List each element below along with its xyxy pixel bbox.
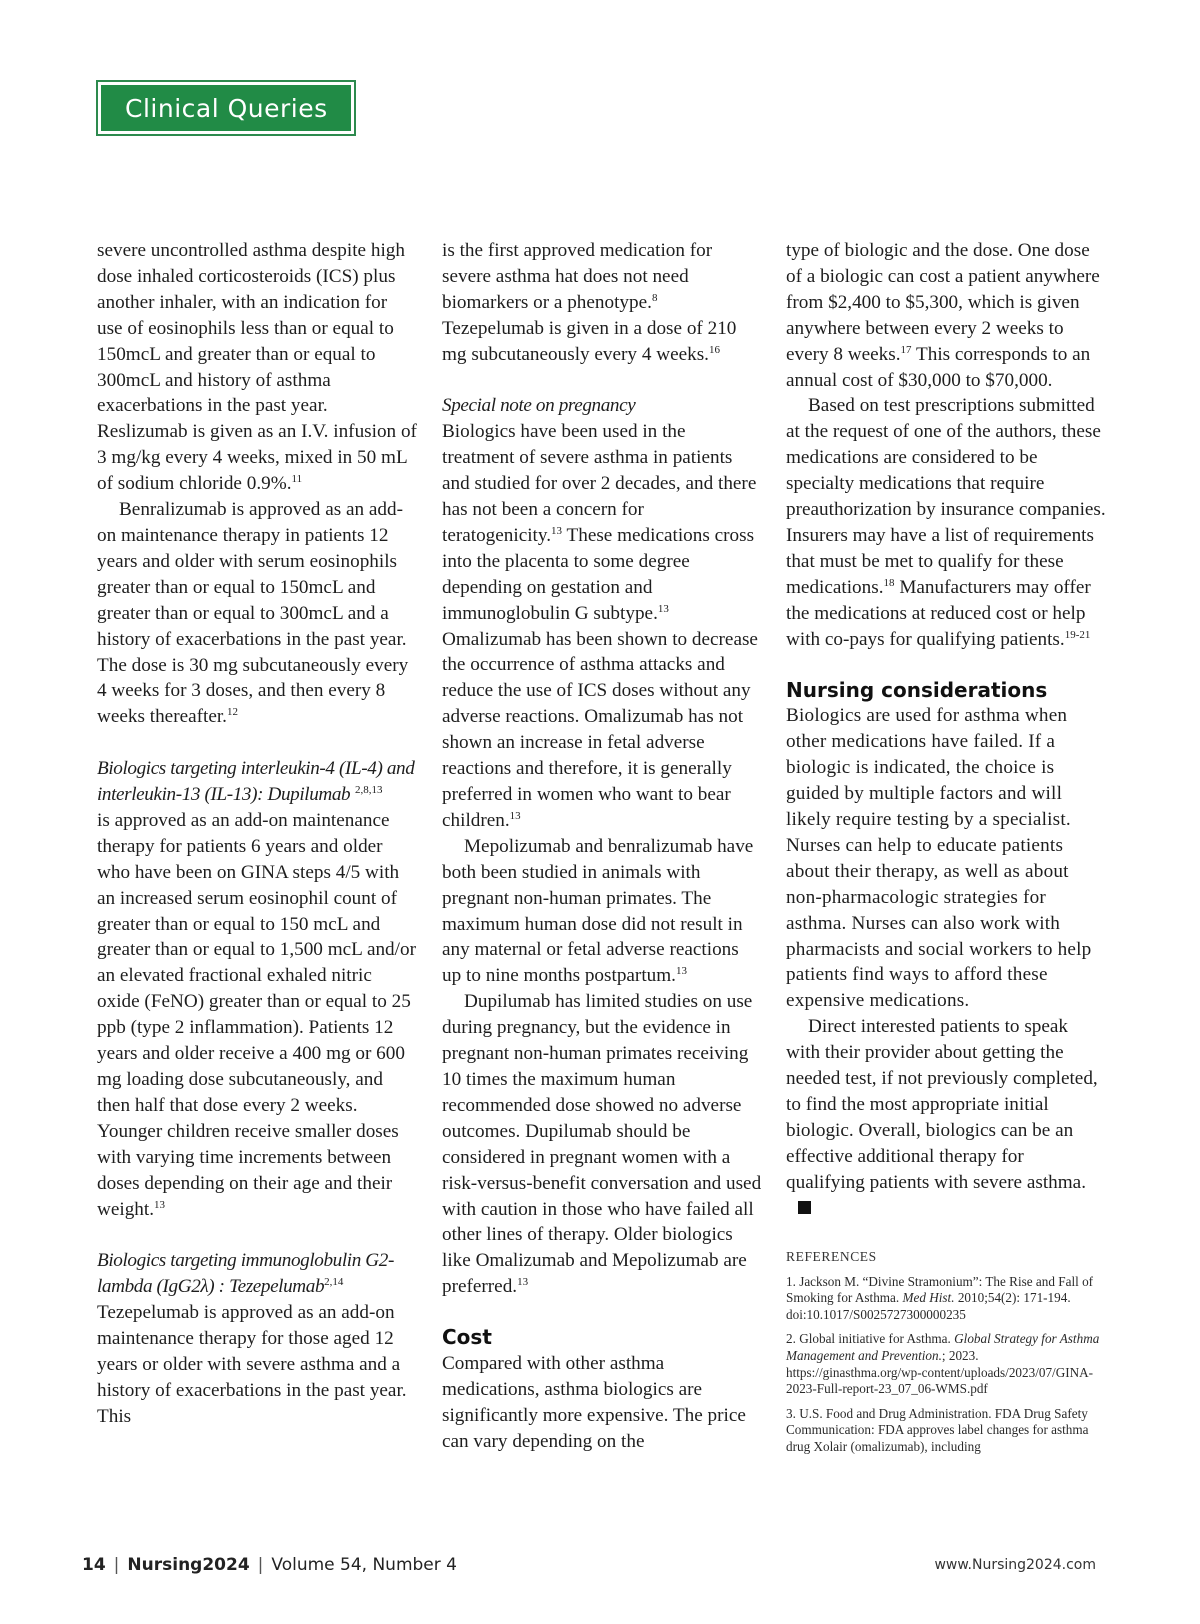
heading-nursing-considerations: Nursing considerations	[786, 677, 1048, 702]
citation: 12	[226, 706, 238, 719]
paragraph: Benralizumab is approved as an add-on maintenance therapy in patients 12 years and older with serum eosinophils greater than or equal to 150mcL and greater than or equal to 300mcL and a history of exacerbations in the past year. The dose is 30 mg subcutaneously every 4 weeks for 3 doses, and then every 8 weeks thereafter.$^{12}$	[97, 499, 409, 728]
citation: 13	[509, 809, 521, 822]
footer-separator: |	[257, 1555, 264, 1575]
reference-item: 1. Jackson M. “Divine Stramonium”: The Rise and Fall of Smoking for Asthma. Med Hist. 2010;54(2): 171-194. doi:10.1017/S0025727300000235	[786, 1273, 1094, 1322]
paragraph: Mepolizumab and benralizumab have both been studied in animals with pregnant non-human primates. The maximum human dose did not result in any maternal or fetal adverse reactions up to nine months postpartum.$^{13}$	[442, 835, 754, 987]
section-badge-label: Clinical Queries	[101, 85, 351, 131]
footer-separator: |	[113, 1555, 120, 1575]
citation: 11	[291, 473, 303, 486]
paragraph: Based on test prescriptions submitted at the request of one of the authors, these medications are considered to be specialty medications that require preauthorization by insurance companies. Insurers may have a list of requirements that must be met to qualify for these medications.$^{18}$ Manufacturers may offer the medications at reduced cost or help with co-pays for qualifying patients.$^{19-21}$	[786, 395, 1106, 650]
references-heading: REFERENCES	[786, 1248, 877, 1264]
paragraph: Compared with other asthma medications, asthma biologics are significantly more expensive. The price can vary depending on the	[442, 1353, 746, 1452]
end-of-article-mark	[798, 1201, 811, 1214]
subheading-pregnancy: Special note on pregnancy	[442, 395, 636, 417]
column-3	[786, 238, 1106, 1455]
reference-item: 3. U.S. Food and Drug Administration. FDA Drug Safety Communication: FDA approves label changes for asthma drug Xolair (omalizumab), including	[786, 1405, 1089, 1454]
paragraph: Dupilumab has limited studies on use during pregnancy, but the evidence in pregnant non-human primates receiving 10 times the maximum human recommended dose showed no adverse outcomes. Dupilumab should be considered in pregnant women with a risk-versus-benefit conversation and used with caution in those who have failed all other lines of therapy. Older biologics like Omalizumab and Mepolizumab are preferred.$^{13}$	[442, 991, 762, 1298]
magazine-name: Nursing2024	[127, 1555, 250, 1575]
citation: 13	[657, 602, 669, 615]
paragraph: Biologics are used for asthma when other medications have failed. If a biologic is indicated, the choice is guided by multiple factors and will likely require testing by a specialist. Nurses can help to educate patients about their therapy, as well as about non-pharmacologic strategies for asthma. Nurses can also work with pharmacists and social workers to help patients find ways to afford these expensive medications.	[786, 705, 1092, 1012]
citation: 13	[154, 1198, 166, 1211]
subheading-tezepelumab: Biologics targeting immunoglobulin G2-lambda (IgG2λ) : Tezepelumab$^{2,14}$ Tezepelumab is approved as an add-on maintenance therapy for those aged 12 years or older with severe asthma and a history of exacerbations in the past year. This	[97, 1250, 407, 1427]
subheading-dupilumab: Biologics targeting interleukin-4 (IL-4) and interleukin-13 (IL-13): Dupilumab $^{2,8,13}$ is approved as an add-on maintenance therapy for patients 6 years and older who have been on GINA steps 4/5 with an increased serum eosinophil count of greater than or equal to 150 mcL and greater than or equal to 1,500 mcL and/or an elevated fractional exhaled nitric oxide (FeNO) greater than or equal to 25 ppb (type 2 inflammation). Patients 12 years and older receive a 400 mg or 600 mg loading dose subcutaneously, and then half that dose every 2 weeks. Younger children receive smaller doses with varying time increments between doses depending on their age and their weight.$^{13}$	[97, 758, 416, 1220]
column-1	[97, 238, 417, 1430]
paragraph: type of biologic and the dose. One dose of a biologic can cost a patient anywhere from $2,400 to $5,300, which is given anywhere between every 2 weeks to every 8 weeks.$^{17}$ This corresponds to an annual cost of $30,000 to $70,000.	[786, 240, 1100, 391]
column-2	[442, 238, 762, 1455]
paragraph: Direct interested patients to speak with their provider about getting the needed test, if not previously completed, to find the most appropriate initial biologic. Overall, biologics can be an effective additional therapy for qualifying patients with severe asthma.	[786, 1014, 1106, 1221]
paragraph: is the first approved medication for severe asthma hat does not need biomarkers or a phenotype.$^8$ Tezepelumab is given in a dose of 210 mg subcutaneously every 4 weeks.$^{16}$	[442, 240, 737, 365]
reference-item: 2. Global initiative for Asthma. Global Strategy for Asthma Management and Prevention.; 2023. https://ginasthma.org/wp-content/uploads/2023/07/GINA-2023-Full-report-23_07_06-WMS.pdf	[786, 1331, 1100, 1397]
citation: 13	[517, 1276, 529, 1289]
page-number: 14	[82, 1555, 106, 1575]
section-badge	[96, 80, 356, 136]
paragraph: Biologics have been used in the treatment of severe asthma in patients and studied for over 2 decades, and there has not been a concern for teratogenicity.$^{13}$ These medications cross into the placenta to some degree depending on gestation and immunoglobulin G subtype.$^{13}$ Omalizumab has been shown to decrease the occurrence of asthma attacks and reduce the use of ICS doses without any adverse reactions. Omalizumab has not shown an increase in fetal adverse reactions and therefore, it is generally preferred in women who want to bear children.$^{13}$	[442, 421, 758, 831]
website-url: www.Nursing2024.com	[934, 1557, 1096, 1573]
citation: 13	[675, 965, 687, 978]
citation: 19-21	[1064, 628, 1091, 641]
citation: 17	[900, 343, 912, 356]
issue-info: Volume 54, Number 4	[271, 1555, 457, 1575]
page-footer	[82, 1555, 1096, 1575]
paragraph: severe uncontrolled asthma despite high dose inhaled corticosteroids (ICS) plus another inhaler, with an indication for use of eosinophils less than or equal to 150mcL and greater than or equal to 300mcL and history of asthma exacerbations in the past year. Reslizumab is given as an I.V. infusion of 3 mg/kg every 4 weeks, mixed in 50 mL of sodium chloride 0.9%.$^{11}$	[97, 240, 417, 495]
citation: 8	[651, 291, 658, 304]
heading-cost: Cost	[442, 1325, 492, 1350]
citation: 16	[708, 343, 720, 356]
citation: 13	[551, 524, 563, 537]
citation: 2,14	[324, 1276, 344, 1289]
citation: 2,8,13	[355, 784, 383, 797]
citation: 18	[883, 576, 895, 589]
